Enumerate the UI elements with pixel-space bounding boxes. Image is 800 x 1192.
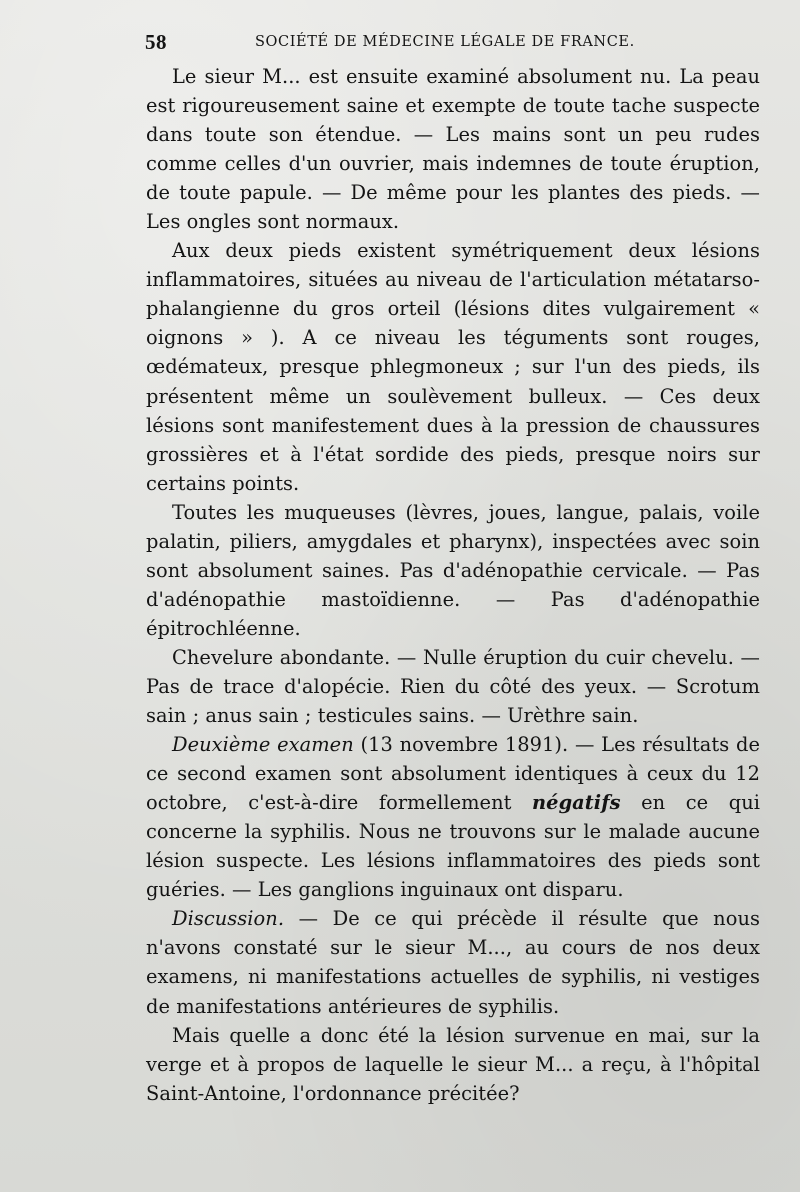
- discussion-heading: Discussion.: [172, 907, 285, 931]
- running-title: SOCIÉTÉ DE MÉDECINE LÉGALE DE FRANCE.: [255, 34, 635, 50]
- second-examination-text-b: en ce qui concerne la syphilis. Nous ne trouvons sur le malade aucune lésion suspecte. Les lésions inflammatoires des pieds sont guéries. — Les ganglions inguinaux ont disparu.: [146, 791, 760, 902]
- negative-result-emphasis: négatifs: [532, 791, 621, 815]
- page-number: 58: [145, 30, 167, 54]
- paragraph-feet-lesions: Aux deux pieds existent symétriquement deux lésions inflammatoires, situées au niveau de l'articulation métatarso-phalangienne du gros orteil (lésions dites vulgairement « oignons » ). A ce niveau les téguments sont rouges, œdémateux, presque phlegmoneux ; sur l'un des pieds, ils présentent même un soulèvement bulleux. — Ces deux lésions sont manifestement dues à la pression de chaussures grossières et à l'état sordide des pieds, presque noirs sur certains points.: [146, 239, 760, 495]
- paragraph-skin-examination: Le sieur M... est ensuite examiné absolument nu. La peau est rigoureusement saine et exempte de toute tache suspecte dans toute son étendue. — Les mains sont un peu rudes comme celles d'un ouvrier, mais indemnes de toute éruption, de toute papule. — De même pour les plantes des pieds. — Les ongles sont normaux.: [146, 65, 760, 234]
- discussion-text: — De ce qui précède il résulte que nous n'avons constaté sur le sieur M..., au cours de nos deux examens, ni manifestations actuelles de syphilis, ni vestiges de manifestations antérieures de syphilis.: [146, 907, 760, 1018]
- paragraph-question: Mais quelle a donc été la lésion survenue en mai, sur la verge et à propos de laquelle le sieur M... a reçu, à l'hôpital Saint-Antoine, l'ordonnance précitée?: [146, 1023, 760, 1105]
- paragraph-discussion: [146, 904, 760, 1020]
- second-examination-text-a: (13 novembre 1891). — Les résultats de ce second examen sont absolument identiques à ceux du 12 octobre, c'est-à-dire formellement: [146, 733, 760, 815]
- paragraph-mucous-membranes: Toutes les muqueuses (lèvres, joues, langue, palais, voile palatin, piliers, amygdales et pharynx), inspectées avec soin sont absolument saines. Pas d'adénopathie cervicale. — Pas d'adénopathie mastoïdienne. — Pas d'adénopathie épitrochléenne.: [146, 500, 760, 640]
- paragraph-hair-and-genitals: Chevelure abondante. — Nulle éruption du cuir chevelu. — Pas de trace d'alopécie. Rien du côté des yeux. — Scrotum sain ; anus sain ; testicules sains. — Urèthre sain.: [146, 645, 760, 728]
- running-head: [145, 30, 760, 58]
- second-examination-heading: Deuxième examen: [172, 733, 354, 757]
- paragraph-second-examination: [146, 730, 760, 904]
- body-text: [146, 62, 760, 1108]
